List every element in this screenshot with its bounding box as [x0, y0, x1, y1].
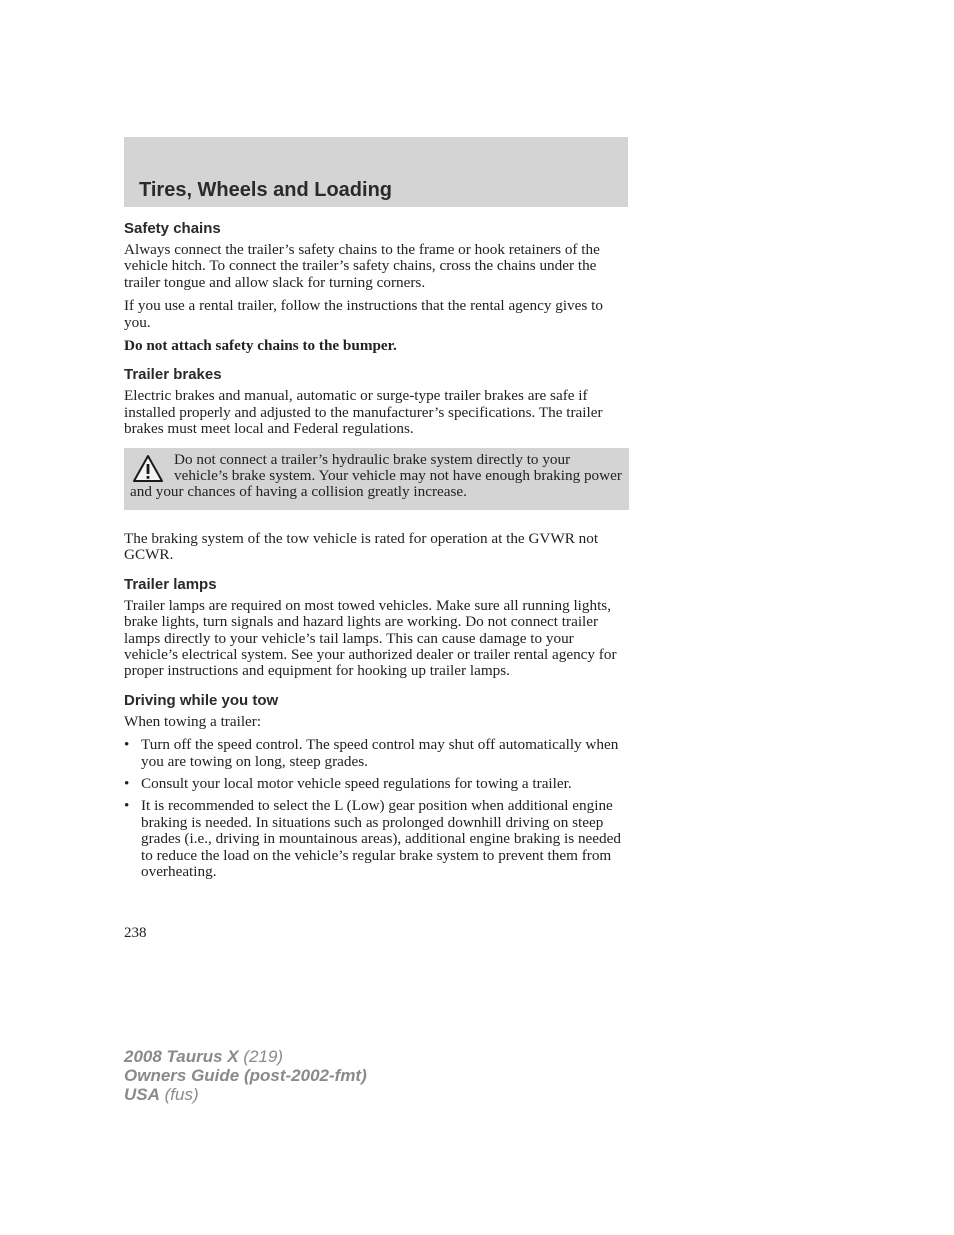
heading-driving-while-tow: Driving while you tow — [124, 691, 279, 709]
list-item: • Turn off the speed control. The speed control may shut off automatically when you are towing on long, steep grades. — [124, 736, 619, 770]
bullet-icon: • — [124, 774, 130, 792]
bullet-list — [124, 737, 629, 880]
paragraph: If you use a rental trailer, follow the instructions that the rental agency gives to you. — [124, 297, 603, 331]
paragraph: Always connect the trailer’s safety chains to the frame or hook retainers of the vehicle hitch. To connect the trailer’s safety chains, cross the chains under the trailer tongue and allow slack for turning corners. — [124, 241, 600, 291]
section-trailer-brakes — [124, 366, 629, 563]
page-title: Tires, Wheels and Loading — [139, 179, 393, 201]
warning-box — [124, 448, 629, 510]
bullet-icon: • — [124, 797, 130, 815]
section-driving-while-tow — [124, 692, 629, 881]
list-item: • It is recommended to select the L (Low) gear position when additional engine braking is needed. In situations such as prolonged downhill driving on steep grades (i.e., driving in mountainous areas), additional engine braking is needed to reduce the load on the vehicle’s regular brake system to prevent them from overheating. — [124, 797, 621, 880]
bullet-icon: • — [124, 736, 130, 754]
warning-text: Do not connect a trailer’s hydraulic brake system directly to your vehicle’s brake system. Your vehicle may not have enough braking power and your chances of having a collision greatly increase. — [130, 450, 622, 501]
paragraph: Trailer lamps are required on most towed vehicles. Make sure all running lights, brake lights, turn signals and hazard lights are working. Do not connect trailer lamps directly to your vehicle’s tail lamps. This can cause damage to your vehicle’s electrical system. See your authorized dealer or trailer rental agency for proper instructions and equipment for hooking up trailer lamps. — [124, 596, 617, 680]
page-number: 238 — [124, 925, 147, 941]
heading-trailer-brakes: Trailer brakes — [124, 366, 222, 384]
paragraph: Electric brakes and manual, automatic or surge-type trailer brakes are safe if installed properly and adjusted to the manufacturer’s specifications. The trailer brakes must meet local and Federal regulations. — [124, 387, 603, 438]
list-item: • Consult your local motor vehicle speed regulations for towing a trailer. — [124, 774, 572, 792]
section-trailer-lamps — [124, 576, 629, 680]
paragraph: The braking system of the tow vehicle is rated for operation at the GVWR not GCWR. — [124, 529, 599, 564]
section-header-band — [124, 137, 628, 207]
section-safety-chains — [124, 220, 629, 354]
paragraph: When towing a trailer: — [124, 712, 262, 730]
footer-doc-info: 2008 Taurus X (219) Owners Guide (post-2002-fmt) USA (fus) — [124, 1047, 367, 1104]
heading-safety-chains: Safety chains — [124, 220, 221, 237]
heading-trailer-lamps: Trailer lamps — [124, 575, 217, 593]
main-content — [124, 220, 629, 886]
warning-triangle-icon — [132, 454, 164, 484]
bold-note: Do not attach safety chains to the bumper. — [124, 337, 397, 355]
